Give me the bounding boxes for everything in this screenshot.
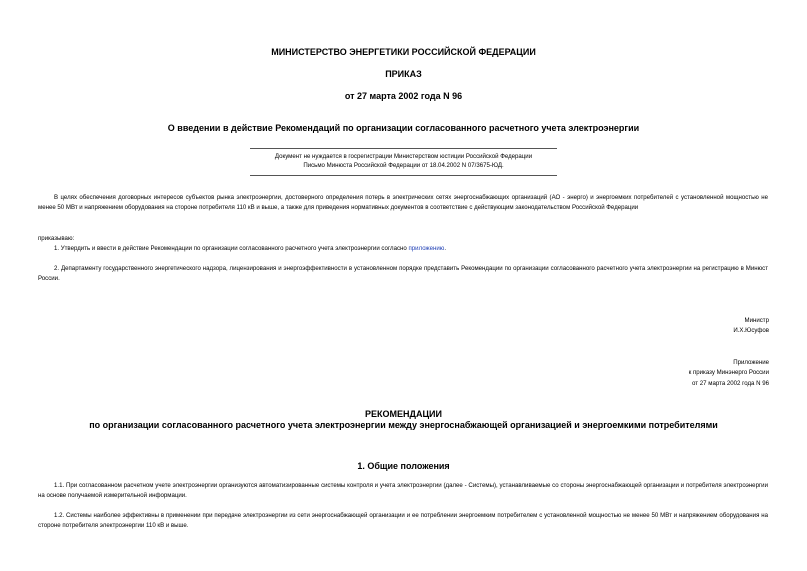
order-word: приказываю:	[38, 235, 75, 242]
note-line-1: Документ не нуждается в госрегистрации Министерством юстиции Российской Федерации	[274, 153, 533, 160]
item-2-paragraph	[38, 264, 768, 284]
doc-subject: О введении в действие Рекомендаций по организации согласованного расчетного учета электроэнергии	[167, 123, 640, 133]
note-line-2: Письмо Минюста Российской Федерации от 18.04.2002 N 07/3675-ЮД.	[303, 162, 504, 169]
appendix-ref-line-3: от 27 марта 2002 года N 96	[692, 379, 769, 387]
paragraph-1-2-text: 1.2. Системы наиболее эффективны в применении при передаче электроэнергии из сети энергоснабжающей организации и ее потреблении энергоемким потребителем с установленной мощностью не менее 50 МВт и напряжением оборудования на стороне потребителя электроэнергии 110 кВ и выше.	[38, 512, 768, 530]
recommendations-subtitle: по организации согласованного расчетного учета электроэнергии между энергоснабжающей организацией и энергоемкими потребителями	[89, 420, 718, 430]
paragraph-1-1-text: 1.1. При согласованном расчетном учете электроэнергии организуются автоматизированные системы контроля и учета электроэнергии (далее - Системы), устанавливаемые со стороны энергоснабжающей организации и потребителя электроэнергии на основе получаемой измерительной информации.	[38, 482, 768, 500]
appendix-link[interactable]: приложению	[408, 245, 445, 252]
doc-type: ПРИКАЗ	[385, 69, 422, 79]
note-bottom-rule	[250, 175, 557, 176]
item-2-text: 2. Департаменту государственного энергетического надзора, лицензирования и энергоэффективности в установленном порядке представить Рекомендации по организации согласованного расчетного учета электроэнергии на регистрацию в Минюст России.	[38, 265, 768, 283]
ministry-title: МИНИСТЕРСТВО ЭНЕРГЕТИКИ РОССИЙСКОЙ ФЕДЕРАЦИИ	[271, 47, 536, 57]
recommendations-title: РЕКОМЕНДАЦИИ	[365, 409, 442, 419]
section-1-title: 1. Общие положения	[357, 461, 450, 471]
signature-title: Министр	[744, 317, 769, 324]
appendix-ref-line-1: Приложение	[733, 359, 769, 366]
appendix-ref-line-2: к приказу Минэнерго России	[688, 369, 769, 377]
appendix-reference	[689, 358, 769, 389]
note-top-rule	[250, 148, 557, 149]
signature-block	[733, 316, 769, 337]
paragraph-1-2	[38, 511, 768, 531]
preamble-text: В целях обеспечения договорных интересов субъектов рынка электроэнергии, достоверного определения потерь в электрических сетях энергоснабжающих организаций (АО - энерго) и энергоемких потребителей с установленной мощностью не менее 50 МВт и напряжением оборудования на стороне потребителя 110 кВ и выше, а также для приведения нормативных документов в соответствие с действующим законодательством Российской Федерации	[38, 194, 768, 212]
item-1-paragraph: 1. Утвердить и ввести в действие Рекомендации по организации согласованного расчетного учета электроэнергии согласно приложению.	[54, 245, 447, 252]
item-1-text: 1. Утвердить и ввести в действие Рекомендации по организации согласованного расчетного учета электроэнергии согласно	[54, 245, 407, 252]
signature-name: И.Х.Юсуфов	[733, 327, 769, 335]
doc-date-number: от 27 марта 2002 года N 96	[344, 91, 463, 101]
preamble-paragraph	[38, 193, 768, 213]
paragraph-1-1	[38, 481, 768, 501]
